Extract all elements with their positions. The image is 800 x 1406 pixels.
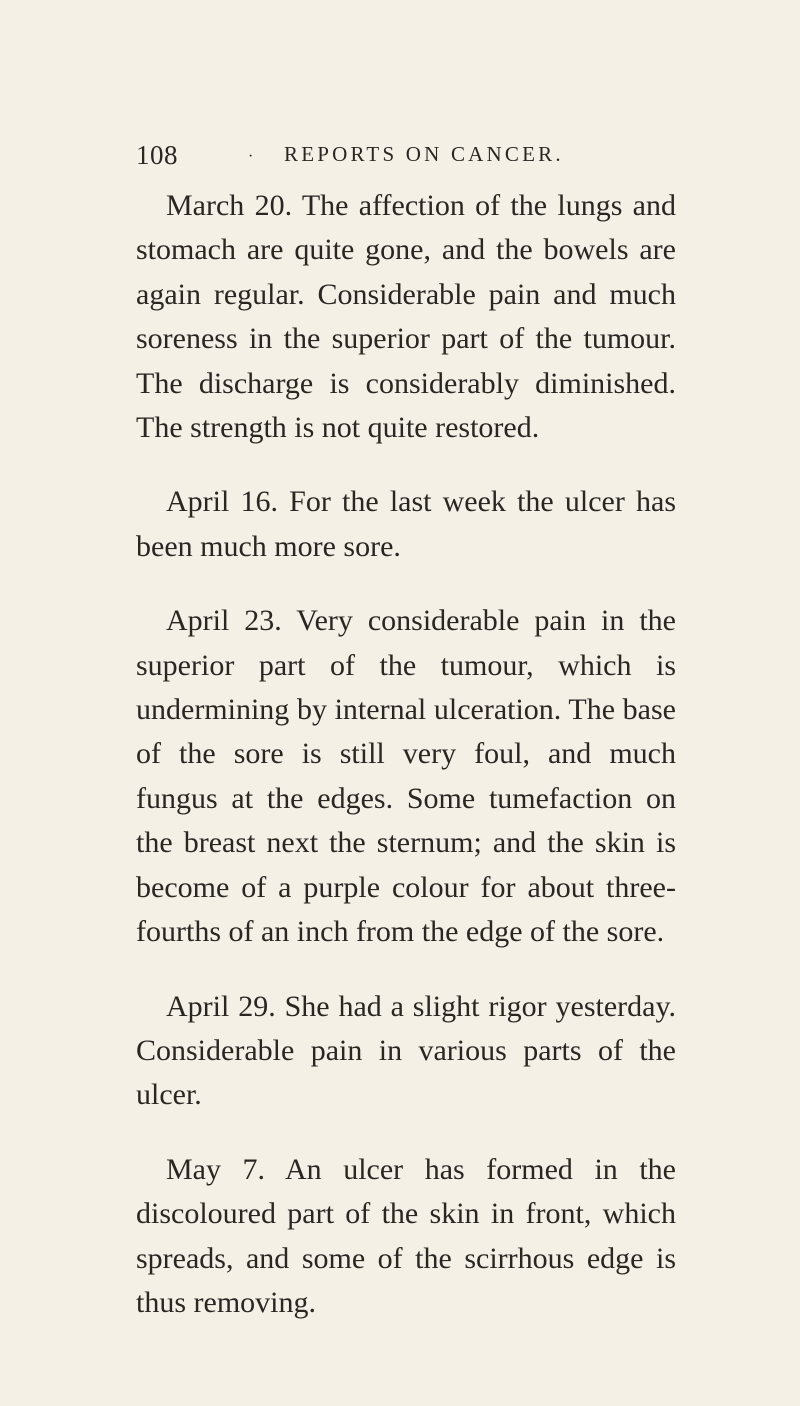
journal-entry-may-7: [136, 1148, 676, 1326]
entry-text: The affection of the lungs and stomach are quite gone, and the bowels are again regular. Considerable pain and much soreness in the superior part of the tumour. The discharge is considerably diminished. The strength is not quite restored.: [136, 189, 676, 445]
entry-date: April 29.: [166, 989, 276, 1023]
entry-text: Very considerable pain in the superior part of the tumour, which is undermining by internal ulceration. The base of the sore is still very foul, and much fungus at the edges. Some tumefaction on the breast next the sternum; and the skin is become of a purple colour for about three-fourths of an inch from the edge of the sore.: [136, 604, 676, 949]
header-dot: ·: [248, 148, 254, 165]
journal-entry-april-23: [136, 599, 676, 954]
entry-date: May 7.: [166, 1152, 266, 1186]
entry-date: April 23.: [166, 604, 282, 638]
running-title: REPORTS ON CANCER.: [284, 142, 564, 166]
entry-date: April 16.: [166, 485, 278, 519]
page-number: 108: [136, 140, 178, 170]
entry-date: March 20.: [166, 189, 293, 222]
running-head: [136, 140, 696, 176]
journal-entry-april-29: [136, 985, 676, 1118]
entry-text: An ulcer has formed in the discoloured part of the skin in front, which spreads, and some of the scirrhous edge is thus removing.: [136, 1152, 676, 1319]
entry-text: For the last week the ulcer has been much more sore.: [136, 485, 677, 563]
page-body: [136, 184, 676, 1355]
journal-entry-march-20: [136, 184, 676, 450]
entry-text: She had a slight rigor yesterday. Considerable pain in various parts of the ulcer.: [136, 989, 677, 1112]
journal-entry-april-16: [136, 480, 676, 569]
